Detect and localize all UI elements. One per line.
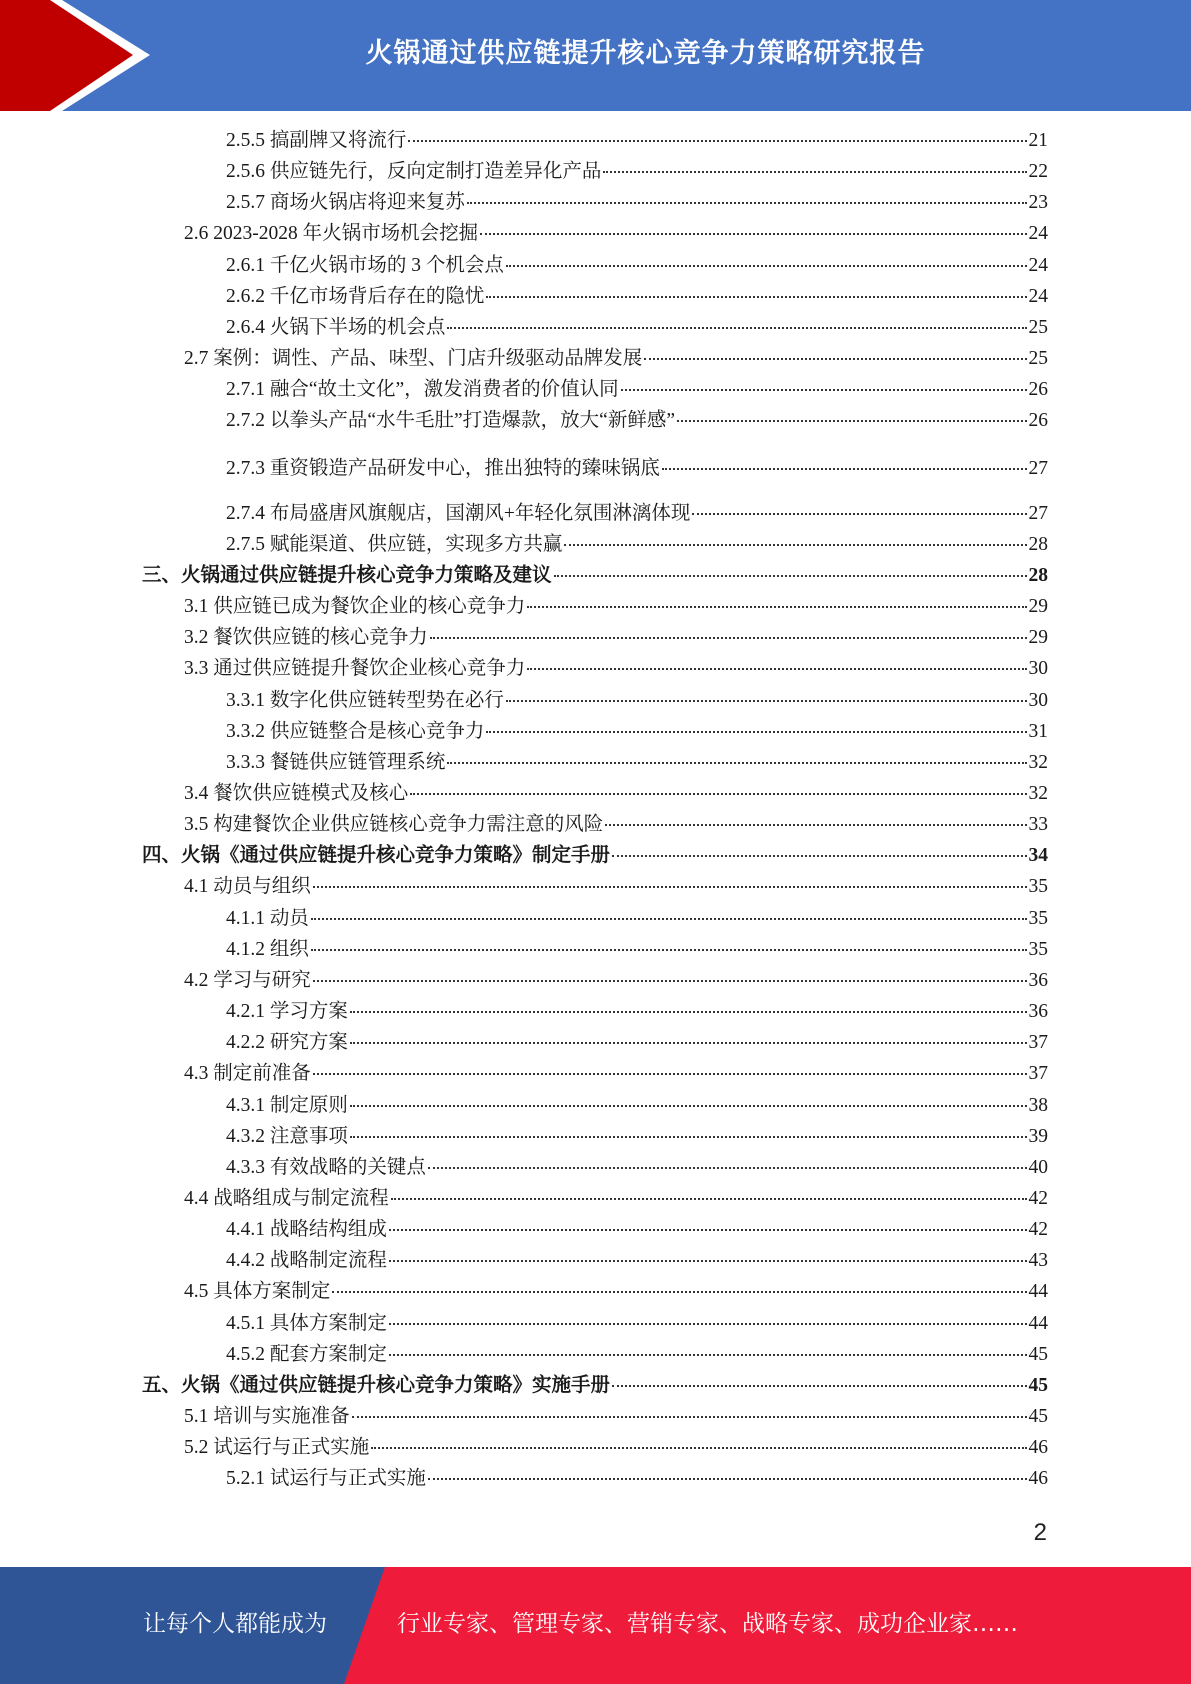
toc-dot-leader [389, 1259, 1027, 1262]
toc-dot-leader [506, 264, 1027, 267]
toc-entry-page: 26 [1028, 379, 1048, 401]
toc-dot-leader [389, 1322, 1027, 1325]
toc-entry[interactable] [226, 1342, 1048, 1368]
toc-entry-page: 37 [1028, 1063, 1048, 1085]
toc-entry-page: 43 [1028, 1250, 1048, 1272]
toc-entry[interactable] [226, 190, 1048, 216]
toc-entry-page: 46 [1028, 1437, 1048, 1459]
toc-entry-title: 2.6.1 千亿火锅市场的 3 个机会点 [226, 254, 504, 276]
toc-entry-title: 3.5 构建餐饮企业供应链核心竞争力需注意的风险 [184, 814, 604, 836]
toc-entry[interactable] [226, 750, 1048, 776]
toc-entry-page: 32 [1028, 751, 1048, 773]
toc-dot-leader [313, 885, 1027, 888]
header-banner [0, 0, 1191, 111]
toc-entry[interactable] [184, 1061, 1048, 1087]
footer-slogan-left: 让每个人都能成为 [143, 1611, 327, 1637]
toc-entry[interactable] [142, 1373, 1048, 1399]
toc-entry-title: 4.1.2 组织 [226, 938, 309, 960]
toc-entry-title: 3.4 餐饮供应链模式及核心 [184, 783, 409, 804]
toc-dot-leader [313, 1072, 1027, 1075]
toc-dot-leader [389, 1353, 1027, 1356]
toc-entry-page: 42 [1028, 1219, 1048, 1241]
toc-dot-leader [332, 1290, 1026, 1293]
toc-dot-leader [350, 1135, 1027, 1138]
toc-entry-page: 34 [1028, 845, 1048, 867]
toc-entry[interactable] [184, 1435, 1048, 1461]
toc-entry-title: 4.1.1 动员 [226, 907, 309, 929]
toc-entry-title: 2.7.4 布局盛唐风旗舰店，国潮风+年轻化氛围淋漓体现 [226, 502, 691, 524]
toc-entry-page: 30 [1028, 689, 1048, 711]
toc-entry-page: 28 [1028, 564, 1048, 586]
toc-entry-title: 四、火锅《通过供应链提升核心竞争力策略》制定手册 [142, 845, 611, 867]
toc-entry-page: 36 [1028, 1001, 1048, 1023]
toc-entry[interactable] [226, 159, 1048, 185]
toc-entry[interactable] [226, 253, 1048, 279]
toc-entry[interactable] [184, 781, 1048, 807]
toc-entry[interactable] [226, 128, 1048, 154]
toc-entry-page: 46 [1028, 1468, 1048, 1490]
toc-dot-leader [428, 1477, 1027, 1480]
toc-entry-title: 2.6 2023-2028 年火锅市场机会挖掘 [184, 223, 479, 245]
toc-entry-title: 3.2 餐饮供应链的核心竞争力 [184, 627, 428, 649]
toc-dot-leader [605, 823, 1026, 826]
toc-entry-title: 2.7 案例：调性、产品、味型、门店升级驱动品牌发展 [184, 348, 643, 370]
toc-entry-title: 4.5.1 具体方案制定 [226, 1312, 387, 1334]
page-number: 2 [1033, 1519, 1047, 1546]
toc-entry[interactable] [184, 812, 1048, 838]
toc-dot-leader [430, 636, 1027, 639]
toc-entry-title: 3.1 供应链已成为餐饮企业的核心竞争力 [184, 596, 526, 618]
toc-entry-page: 37 [1028, 1032, 1048, 1054]
toc-dot-leader [621, 388, 1027, 391]
footer-slogan-right: 行业专家、管理专家、营销专家、战略专家、成功企业家…… [397, 1611, 1018, 1637]
toc-entry-page: 36 [1028, 969, 1048, 991]
toc-dot-leader [350, 1041, 1027, 1044]
toc-entry-page: 33 [1028, 814, 1048, 836]
toc-entry-page: 24 [1028, 254, 1048, 276]
toc-dot-leader [447, 326, 1026, 329]
toc-entry[interactable] [184, 656, 1048, 682]
toc-entry-title: 4.3.2 注意事项 [226, 1125, 348, 1147]
toc-entry-title: 2.5.7 商场火锅店将迎来复苏 [226, 192, 465, 214]
toc-entry-title: 4.4.1 战略结构组成 [226, 1219, 387, 1241]
toc-entry[interactable] [226, 719, 1048, 745]
toc-entry[interactable] [226, 284, 1048, 310]
toc-dot-leader [486, 730, 1026, 733]
toc-dot-leader [612, 1384, 1026, 1387]
toc-dot-leader [467, 201, 1027, 204]
toc-entry[interactable] [142, 843, 1048, 869]
toc-dot-leader [428, 1166, 1027, 1169]
toc-entry[interactable] [226, 999, 1048, 1025]
toc-entry-page: 27 [1028, 457, 1048, 479]
toc-dot-leader [313, 979, 1027, 982]
toc-entry-page: 22 [1028, 161, 1048, 183]
toc-dot-leader [371, 1446, 1026, 1449]
toc-entry[interactable] [226, 688, 1048, 714]
toc-dot-leader [391, 1197, 1027, 1200]
toc-entry[interactable] [184, 1186, 1048, 1212]
toc-entry-page: 38 [1028, 1094, 1048, 1116]
toc-entry-page: 45 [1028, 1406, 1048, 1427]
toc-entry-page: 35 [1028, 907, 1048, 929]
toc-entry[interactable] [226, 1248, 1048, 1274]
toc-entry[interactable] [184, 1404, 1048, 1430]
toc-entry-page: 35 [1028, 938, 1048, 960]
toc-entry-title: 2.7.3 重资锻造产品研发中心，推出独特的臻味锅底 [226, 457, 660, 479]
toc-entry-page: 30 [1028, 658, 1048, 680]
toc-entry[interactable] [184, 625, 1048, 651]
toc-entry-page: 26 [1028, 410, 1048, 432]
toc-dot-leader [564, 543, 1026, 546]
footer-banner [0, 1567, 1191, 1684]
toc-entry[interactable] [184, 346, 1048, 372]
toc-entry-title: 4.3 制定前准备 [184, 1063, 311, 1085]
toc-entry[interactable] [226, 1311, 1048, 1337]
toc-dot-leader [408, 139, 1026, 142]
toc-entry-title: 4.5.2 配套方案制定 [226, 1343, 387, 1365]
toc-entry-page: 42 [1028, 1187, 1048, 1209]
toc-entry[interactable] [142, 563, 1048, 589]
toc-entry-title: 4.3.1 制定原则 [226, 1094, 348, 1116]
toc-entry[interactable] [226, 1217, 1048, 1243]
toc-dot-leader [480, 232, 1026, 235]
toc-entry[interactable] [226, 906, 1048, 932]
toc-dot-leader [612, 854, 1026, 857]
toc-dot-leader [447, 761, 1026, 764]
toc-entry-page: 21 [1028, 130, 1048, 151]
toc-entry[interactable] [226, 315, 1048, 341]
toc-entry-title: 4.2.1 学习方案 [226, 1001, 348, 1023]
toc-entry-page: 39 [1028, 1125, 1048, 1147]
toc-entry[interactable] [226, 1093, 1048, 1119]
toc-dot-leader [410, 792, 1026, 795]
toc-entry-title: 4.4 战略组成与制定流程 [184, 1187, 389, 1209]
toc-dot-leader [527, 667, 1026, 670]
toc-dot-leader [527, 605, 1026, 608]
toc-entry-title: 3.3.3 餐链供应链管理系统 [226, 751, 446, 773]
toc-entry-title: 4.3.3 有效战略的关键点 [226, 1156, 426, 1178]
toc-entry-page: 28 [1028, 533, 1048, 555]
toc-dot-leader [644, 357, 1026, 360]
toc-entry-title: 4.1 动员与组织 [184, 876, 311, 898]
toc-entry[interactable] [184, 594, 1048, 620]
toc-entry-title: 3.3 通过供应链提升餐饮企业核心竞争力 [184, 658, 526, 680]
toc-entry[interactable] [226, 408, 1048, 434]
toc-entry-page: 31 [1028, 720, 1048, 742]
toc-entry[interactable] [226, 1124, 1048, 1150]
toc-entry-title: 三、火锅通过供应链提升核心竞争力策略及建议 [142, 564, 552, 586]
toc-entry-title: 2.7.5 赋能渠道、供应链，实现多方共赢 [226, 533, 563, 555]
toc-entry[interactable] [226, 1466, 1048, 1492]
toc-entry-page: 45 [1028, 1374, 1048, 1396]
toc-dot-leader [311, 948, 1027, 951]
toc-entry-title: 3.3.1 数字化供应链转型势在必行 [226, 689, 504, 711]
toc-entry-page: 27 [1028, 502, 1048, 524]
toc-dot-leader [389, 1228, 1027, 1231]
toc-entry[interactable] [226, 501, 1048, 527]
toc-dot-leader [486, 295, 1026, 298]
toc-dot-leader [662, 467, 1027, 470]
toc-entry-title: 2.6.4 火锅下半场的机会点 [226, 316, 446, 338]
toc-entry-title: 5.1 培训与实施准备 [184, 1406, 350, 1427]
toc-entry-title: 3.3.2 供应链整合是核心竞争力 [226, 720, 485, 742]
toc-entry[interactable] [226, 1155, 1048, 1181]
report-title: 火锅通过供应链提升核心竞争力策略研究报告 [365, 37, 926, 69]
toc-dot-leader [506, 699, 1027, 702]
toc-dot-leader [692, 512, 1026, 515]
toc-dot-leader [603, 170, 1026, 173]
toc-entry-page: 32 [1028, 783, 1048, 804]
toc-entry-page: 35 [1028, 876, 1048, 898]
toc-entry-title: 2.7.1 融合“故土文化”，激发消费者的价值认同 [226, 379, 619, 401]
toc-entry-page: 23 [1028, 192, 1048, 214]
toc-entry-page: 29 [1028, 596, 1048, 618]
toc-dot-leader [311, 917, 1027, 920]
toc-entry-page: 29 [1028, 627, 1048, 649]
toc-entry-page: 24 [1028, 285, 1048, 307]
toc-entry-title: 2.5.6 供应链先行，反向定制打造差异化产品 [226, 161, 602, 183]
toc-entry[interactable] [226, 377, 1048, 403]
toc-entry[interactable] [226, 1030, 1048, 1056]
toc-entry-page: 44 [1028, 1312, 1048, 1334]
toc-entry[interactable] [226, 532, 1048, 558]
toc-entry-page: 40 [1028, 1156, 1048, 1178]
toc-entry-page: 24 [1028, 223, 1048, 245]
toc-entry-title: 2.5.5 搞副牌又将流行 [226, 130, 407, 151]
toc-entry-title: 2.6.2 千亿市场背后存在的隐忧 [226, 285, 485, 307]
toc-dot-leader [677, 419, 1027, 422]
toc-entry-title: 4.2.2 研究方案 [226, 1032, 348, 1054]
toc-entry[interactable] [184, 968, 1048, 994]
toc-entry-title: 4.4.2 战略制定流程 [226, 1250, 387, 1272]
toc-entry[interactable] [184, 874, 1048, 900]
toc-entry-title: 5.2 试运行与正式实施 [184, 1437, 370, 1459]
toc-entry[interactable] [184, 221, 1048, 247]
toc-dot-leader [350, 1104, 1027, 1107]
toc-entry-title: 4.2 学习与研究 [184, 969, 311, 991]
toc-dot-leader [554, 574, 1027, 577]
toc-entry-page: 25 [1028, 348, 1048, 370]
toc-dot-leader [350, 1010, 1027, 1013]
toc-entry[interactable] [226, 456, 1048, 482]
toc-dot-leader [352, 1415, 1027, 1418]
toc-entry-title: 五、火锅《通过供应链提升核心竞争力策略》实施手册 [142, 1374, 611, 1396]
toc-entry-page: 25 [1028, 316, 1048, 338]
toc-entry-title: 2.7.2 以拳头产品“水牛毛肚”打造爆款，放大“新鲜感” [226, 410, 675, 432]
toc-entry-title: 5.2.1 试运行与正式实施 [226, 1468, 426, 1490]
toc-entry-title: 4.5 具体方案制定 [184, 1281, 331, 1303]
toc-entry[interactable] [226, 937, 1048, 963]
toc-entry-page: 44 [1028, 1281, 1048, 1303]
toc-entry-page: 45 [1028, 1343, 1048, 1365]
toc-entry[interactable] [184, 1279, 1048, 1305]
